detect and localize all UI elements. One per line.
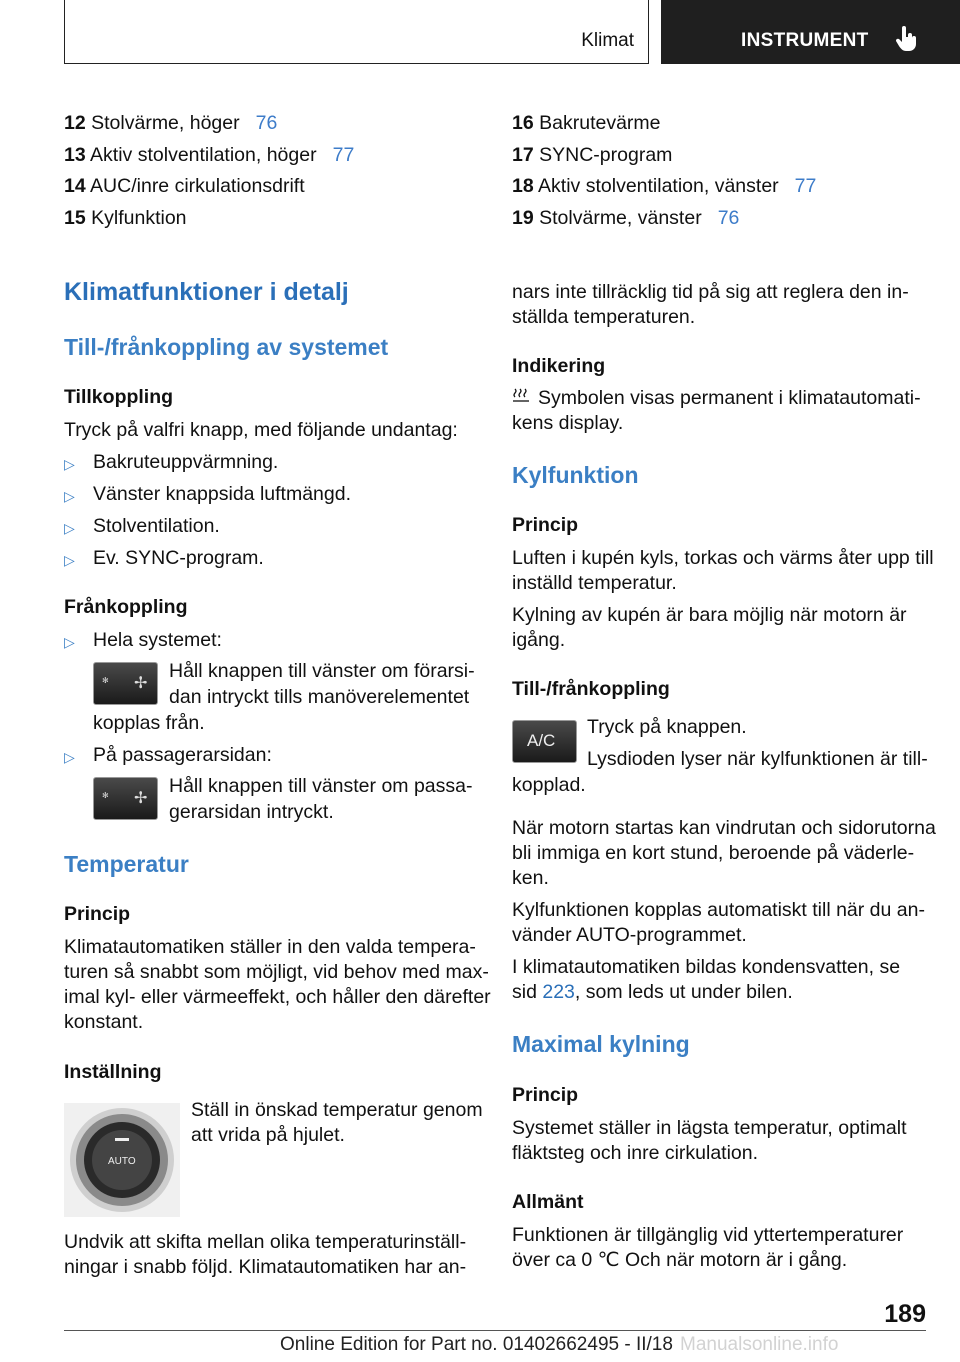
heading-till-frankoppling: Till-/frånkoppling — [512, 678, 670, 700]
header-section-box — [64, 0, 649, 64]
triangle-bullet-icon: ▷ — [64, 488, 75, 504]
footer-edition: Online Edition for Part no. 01402662495 - II/18 — [280, 1334, 673, 1355]
text-line: sid 223, som leds ut under bilen. — [512, 981, 793, 1003]
heading-indikering: Indikering — [512, 355, 606, 377]
list-item: ▷ Ev. SYNC-program. — [64, 546, 484, 578]
legend-item: 19 Stolvärme, vänster 76 — [512, 206, 740, 229]
text-line: imal kyl- eller värmeeffekt, och håller den därefter — [64, 986, 491, 1008]
fan-icon: ✢ — [134, 675, 148, 692]
legend-item: 13 Aktiv stolventilation, höger 77 — [64, 143, 355, 166]
temperature-knob-image — [64, 1103, 180, 1217]
text-line: över ca 0 ℃ Och när motorn är i gång. — [512, 1249, 848, 1271]
legend-item: 16 Bakrutevärme — [512, 112, 661, 134]
text-line: vänder AUTO-programmet. — [512, 924, 747, 946]
text-line: ken. — [512, 867, 549, 889]
text-line: ningar i snabb följd. Klimatautomatiken har an‐ — [64, 1256, 467, 1278]
triangle-bullet-icon: ▷ — [64, 552, 75, 568]
text-line: Undvik att skifta mellan olika temperaturinställ‐ — [64, 1231, 467, 1253]
header-chapter-title: INSTRUMENT — [741, 30, 869, 51]
text-line: Luften i kupén kyls, torkas och värms åter upp till — [512, 547, 934, 569]
header-section-title: Klimat — [581, 30, 634, 51]
heading-allmant: Allmänt — [512, 1191, 584, 1213]
text-line: turen så snabbt som möjligt, vid behov med max‐ — [64, 961, 489, 983]
text-line: Ställ in önskad temperatur genom — [191, 1099, 483, 1121]
text-line: bli immiga en kort stund, beroende på väderle‐ — [512, 842, 915, 864]
triangle-bullet-icon: ▷ — [64, 634, 75, 650]
text-line: att vrida på hjulet. — [191, 1124, 345, 1146]
page-ref-link[interactable]: 77 — [794, 175, 817, 197]
defrost-indicator-icon — [513, 387, 529, 403]
bullet-list — [64, 450, 484, 578]
text-line: inställd temperatur. — [512, 572, 677, 594]
legend-right — [512, 111, 816, 231]
fan-icon: ✻ — [102, 791, 109, 800]
legend-item: 12 Stolvärme, höger 76 — [64, 112, 278, 134]
fan-icon: ✻ — [102, 676, 109, 685]
text-line: Symbolen visas permanent i klimatautomati‐ — [538, 387, 921, 409]
subsection-title-temperatur: Temperatur — [64, 851, 189, 877]
list-item: ▷ Hela systemet: — [64, 628, 484, 668]
text-line: Klimatautomatiken ställer in den valda tempera‐ — [64, 936, 476, 958]
text-line: Tryck på knappen. — [587, 716, 747, 738]
fan-off-button-image — [93, 777, 158, 820]
text-line: Funktionen är tillgänglig vid yttertemperaturer — [512, 1224, 904, 1246]
legend-item: 14 AUC/inre cirkulationsdrift — [64, 175, 305, 197]
paragraph: Tryck på valfri knapp, med följande undantag: — [64, 419, 458, 441]
heading-princip: Princip — [512, 1084, 579, 1106]
text-line: gerarsidan intryckt. — [169, 801, 334, 823]
ac-button-label: A/C — [527, 731, 556, 750]
legend-item: 15 Kylfunktion — [64, 206, 187, 229]
subsection-title-maximal-kylning: Maximal kylning — [512, 1031, 690, 1057]
subsection-title-kylfunktion: Kylfunktion — [512, 462, 639, 488]
triangle-bullet-icon: ▷ — [64, 749, 75, 765]
ac-button-image — [512, 720, 577, 763]
legend-item: 18 Aktiv stolventilation, vänster 77 — [512, 175, 817, 197]
heading-tillkoppling: Tillkoppling — [64, 386, 174, 408]
text-line: När motorn startas kan vindrutan och sidorutorna — [512, 817, 936, 839]
heading-frankoppling: Frånkoppling — [64, 596, 188, 618]
list-item: ▷ Bakruteuppvärmning. — [64, 450, 484, 482]
text-line: ställda temperaturen. — [512, 306, 696, 328]
knob-auto-label: AUTO — [108, 1156, 136, 1167]
fan-icon: ✢ — [134, 790, 148, 807]
fan-off-button-image — [93, 662, 158, 705]
text-line: nars inte tillräcklig tid på sig att reglera den in‐ — [512, 281, 909, 303]
text-line: Håll knappen till vänster om passa‐ — [169, 775, 473, 797]
text-line: Håll knappen till vänster om förarsi‐ — [169, 660, 475, 682]
text-line: fläktsteg och inre cirkulation. — [512, 1142, 759, 1164]
list-item: ▷ På passagerarsidan: — [64, 743, 484, 773]
page-ref-link[interactable]: 76 — [255, 112, 278, 134]
section-title: Klimatfunktioner i detalj — [64, 278, 349, 306]
legend-left — [64, 111, 354, 231]
hand-pointer-icon — [896, 26, 918, 52]
text-line: Kylning av kupén är bara möjlig när motorn är — [512, 604, 907, 626]
list-item: ▷ Vänster knappsida luftmängd. — [64, 482, 484, 514]
text-line: I klimatautomatiken bildas kondensvatten, se — [512, 956, 901, 978]
page-ref-link[interactable]: 77 — [332, 143, 355, 166]
subsection-title-onoff: Till-/frånkoppling av systemet — [64, 334, 389, 360]
text-line: Kylfunktionen kopplas automatiskt till när du an‐ — [512, 899, 925, 921]
legend-item: 17 SYNC-program — [512, 143, 673, 166]
heading-princip: Princip — [64, 903, 131, 925]
heading-installning: Inställning — [64, 1061, 162, 1083]
text-line: igång. — [512, 629, 566, 651]
triangle-bullet-icon: ▷ — [64, 456, 75, 472]
header-chapter-box — [661, 0, 960, 64]
text-line: kopplad. — [512, 774, 586, 796]
triangle-bullet-icon: ▷ — [64, 520, 75, 536]
text-line: kens display. — [512, 412, 624, 434]
text-line: konstant. — [64, 1011, 144, 1033]
text-line: Systemet ställer in lägsta temperatur, optimalt — [512, 1117, 907, 1139]
text-line: kopplas från. — [93, 712, 205, 734]
page-ref-link[interactable]: 76 — [717, 206, 740, 229]
watermark: Manualsonline.info — [680, 1334, 839, 1355]
text-line: Lysdioden lyser när kylfunktionen är till‐ — [587, 748, 928, 770]
footer-divider — [64, 1330, 926, 1331]
page-ref-link[interactable]: 223 — [542, 981, 575, 1003]
text-line: dan intryckt tills manöverelementet — [169, 686, 470, 708]
page-number: 189 — [884, 1300, 926, 1328]
heading-princip: Princip — [512, 514, 579, 536]
list-item: ▷ Stolventilation. — [64, 514, 484, 546]
